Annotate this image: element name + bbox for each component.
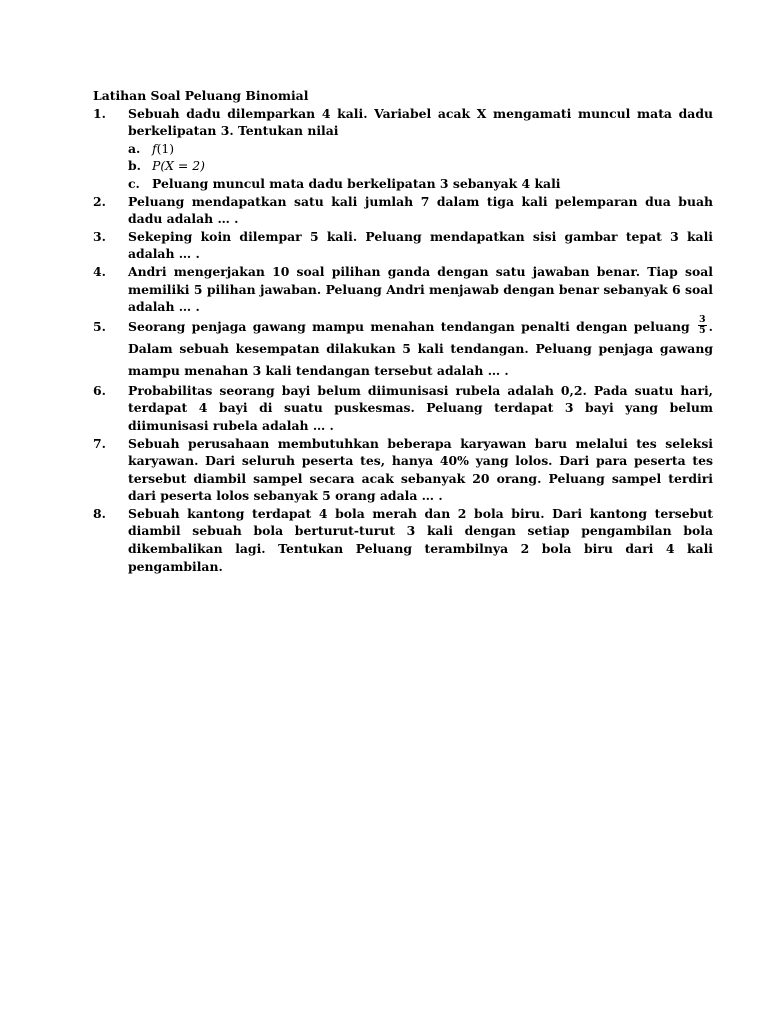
sub-question-list xyxy=(128,140,713,193)
sub-question-c xyxy=(128,175,713,193)
math-function: P xyxy=(152,158,161,174)
question-number: 8. xyxy=(93,505,106,521)
math-expression xyxy=(152,157,205,175)
question-body xyxy=(128,313,713,382)
question-text: Sebuah perusahaan membutuhkan beberapa karyawan baru melalui tes seleksi karyawan. Dari seluruh peserta tes, hanya 40% yang lolos. Dari para peserta tes tersebut diambil sampel secara acak sebanyak 20 orang. Peluang sampel terdiri dari peserta lolos sebanyak 5 orang adala … . xyxy=(128,435,713,504)
question-text-before: Seorang penjaga gawang mampu menahan tendangan penalti dengan peluang xyxy=(128,318,690,334)
document-page xyxy=(93,87,713,575)
question-number: 2. xyxy=(93,193,106,209)
page-title: Latihan Soal Peluang Binomial xyxy=(93,88,309,103)
question-1 xyxy=(93,105,713,193)
question-number: 6. xyxy=(93,382,106,398)
question-text: Probabilitas seorang bayi belum diimunisasi rubela adalah 0,2. Pada suatu hari, terdapat 4 bayi di suatu puskesmas. Peluang terdapat 3 bayi yang belum diimunisasi rubela adalah … . xyxy=(128,382,713,433)
question-text: Andri mengerjakan 10 soal pilihan ganda dengan satu jawaban benar. Tiap soal memiliki 5 pilihan jawaban. Peluang Andri menjawab dengan benar sebanyak 6 soal adalah … . xyxy=(128,263,713,315)
math-function: f xyxy=(152,140,157,156)
question-text-after: . Dalam sebuah kesempatan dilakukan 5 kali tendangan. Peluang penjaga gawang mampu menahan 3 kali tendangan tersebut adalah … . xyxy=(128,318,713,378)
question-5 xyxy=(93,313,713,382)
question-6 xyxy=(93,382,713,435)
question-2 xyxy=(93,193,713,228)
sub-question-a xyxy=(128,140,713,158)
question-number: 7. xyxy=(93,435,106,451)
question-8 xyxy=(93,505,713,575)
question-number: 1. xyxy=(93,105,106,121)
fraction-denominator: 5 xyxy=(699,324,706,336)
question-number: 3. xyxy=(93,228,106,244)
sub-question-letter: a. xyxy=(128,140,141,156)
question-7 xyxy=(93,435,713,505)
question-number: 5. xyxy=(93,318,106,334)
question-number: 4. xyxy=(93,263,106,279)
question-text: Sekeping koin dilempar 5 kali. Peluang mendapatkan sisi gambar tepat 3 kali adalah … . xyxy=(128,228,713,262)
question-3 xyxy=(93,228,713,263)
question-list xyxy=(93,105,713,576)
math-expression xyxy=(152,140,174,158)
fraction xyxy=(698,315,707,336)
sub-question-letter: b. xyxy=(128,158,141,174)
question-text: Peluang mendapatkan satu kali jumlah 7 dalam tiga kali pelemparan dua buah dadu adalah … . xyxy=(128,193,713,227)
fraction-numerator: 3 xyxy=(699,313,706,325)
question-body xyxy=(128,105,713,193)
sub-question-letter: c. xyxy=(128,175,140,191)
question-4 xyxy=(93,263,713,316)
math-argument: (1) xyxy=(156,140,175,156)
math-argument: (X = 2) xyxy=(160,158,205,174)
question-text: Sebuah kantong terdapat 4 bola merah dan 2 bola biru. Dari kantong tersebut diambil sebuah bola berturut-turut 3 kali dengan setiap pengambilan bola dikembalikan lagi. Tentukan Peluang terambilnya 2 bola biru dari 4 kali pengambilan. xyxy=(128,505,713,574)
sub-question-b xyxy=(128,157,713,175)
question-text: Sebuah dadu dilemparkan 4 kali. Variabel acak X mengamati muncul mata dadu berkelipatan 3. Tentukan nilai xyxy=(128,105,713,139)
sub-question-text: Peluang muncul mata dadu berkelipatan 3 sebanyak 4 kali xyxy=(152,175,561,191)
